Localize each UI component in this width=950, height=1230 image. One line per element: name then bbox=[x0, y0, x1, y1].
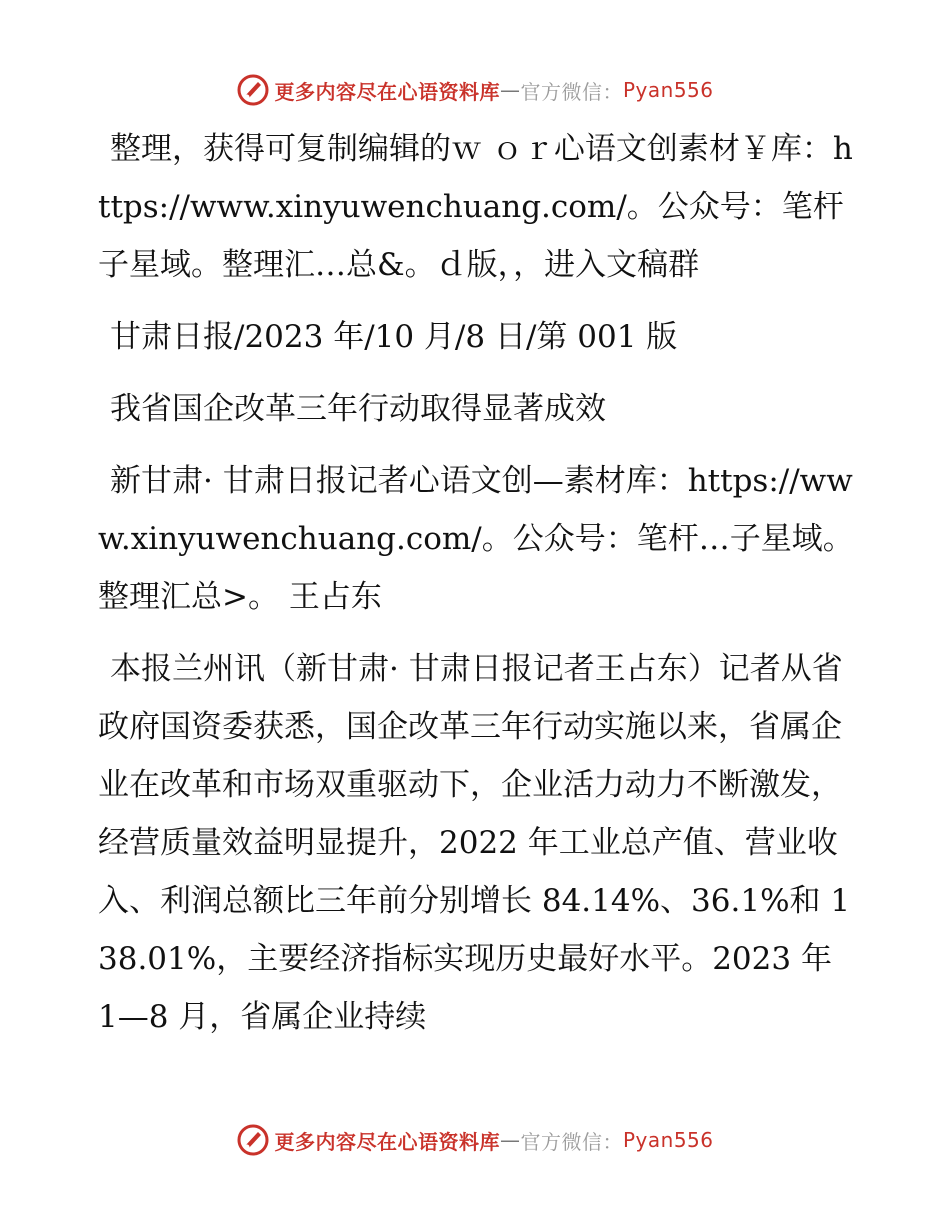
watermark-dash: — bbox=[499, 1128, 521, 1152]
intro-paragraph: 整理，获得可复制编辑的ｗ ｏｒ心语文创素材￥库：https://www.xinyuwenchuang.com/。公众号：笔杆子星域。整理汇…总&。ｄ版，，进入文稿群 bbox=[98, 131, 853, 283]
watermark-dash: — bbox=[499, 78, 521, 102]
article-title: 我省国企改革三年行动取得显著成效 bbox=[110, 391, 606, 427]
watermark-wechat-id: Pyan556 bbox=[622, 78, 714, 102]
source-line: 甘肃日报/2023 年/10 月/8 日/第 001 版 bbox=[110, 319, 678, 355]
watermark-wechat-id: Pyan556 bbox=[622, 1128, 714, 1152]
watermark-text: 更多内容尽在心语资料库 bbox=[274, 1129, 500, 1154]
header-watermark bbox=[0, 70, 950, 110]
byline: 新甘肃· 甘肃日报记者心语文创—素材库：https://www.xinyuwenchuang.com/。公众号：笔杆…子星域。整理汇总>。 王占东 bbox=[98, 463, 854, 615]
article-body: 本报兰州讯（新甘肃· 甘肃日报记者王占东）记者从省政府国资委获悉，国企改革三年行动实施以来，省属企业在改革和市场双重驱动下，企业活力动力不断激发，经营质量效益明显提升，2022 年工业总产值、营业收入、利润总额比三年前分别增长 84.14%、36.1%和 138.01%，主要经济指标实现历史最好水平。2023 年 1—8 月，省属企业持续 bbox=[98, 651, 851, 1035]
watermark-official-label: 官方微信： bbox=[520, 79, 623, 104]
watermark-text: 更多内容尽在心语资料库 bbox=[274, 79, 500, 104]
document-body bbox=[98, 120, 858, 1060]
watermark-official-label: 官方微信： bbox=[520, 1129, 623, 1154]
logo-icon bbox=[236, 73, 270, 107]
footer-watermark bbox=[0, 1120, 950, 1160]
logo-icon bbox=[236, 1123, 270, 1157]
